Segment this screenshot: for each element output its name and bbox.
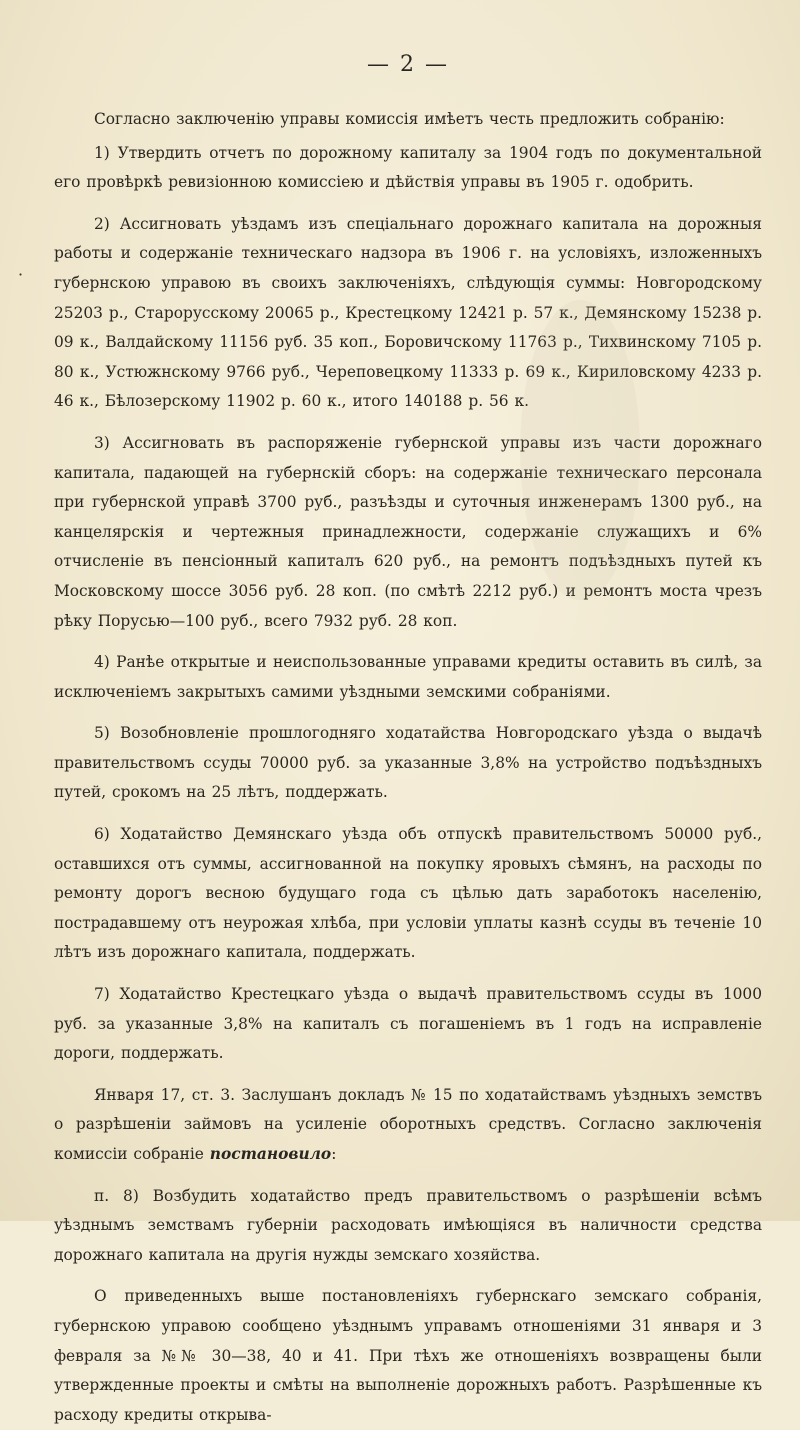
paragraph-4: 4) Ранѣе открытые и неиспользованные управами кредиты оставить въ силѣ, за исключеніемъ закрытыхъ самими уѣздными земскими собраніями. — [54, 653, 762, 701]
paragraph-8: п. 8) Возбудить ходатайство предъ правительствомъ о разрѣшеніи всѣмъ уѣзднымъ земствамъ губерніи расходовать имѣющіяся въ наличности средства дорожнаго капитала на другія нужды земскаго хозяйства. — [54, 1186, 762, 1264]
paragraph-5: 5) Возобновленіе прошлогодняго ходатайства Новгородскаго уѣзда о выдачѣ правительствомъ ссуды 70000 руб. за указанные 3,8% на устройство подъѣздныхъ путей, срокомъ на 25 лѣтъ, поддержать. — [54, 724, 762, 802]
paragraph-7: 7) Ходатайство Крестецкаго уѣзда о выдачѣ правительствомъ ссуды въ 1000 руб. за указанные 3,8% на капиталъ съ погашеніемъ въ 1 годъ на исправленіе дороги, поддержать. — [54, 985, 762, 1063]
paragraph-3: 3) Ассигновать въ распоряженіе губернской управы изъ части дорожнаго капитала, падающей на губернскій сборъ: на содержаніе техническаго персонала при губернской управѣ 3700 руб., разъѣзды и суточныя инженерамъ 1300 руб., на канцелярскія и чертежныя принадлежности, содержаніе служащихъ и 6% отчисленіе въ пенсіонный капиталъ 620 руб., на ремонтъ подъѣздныхъ путей къ Московскому шоссе 3056 руб. 28 коп. (по смѣтѣ 2212 руб.) и ремонтъ моста чрезъ рѣку Порусью—100 руб., всего 7932 руб. 28 коп. — [54, 433, 762, 630]
page-number: — 2 — — [367, 52, 449, 77]
paragraph-2: 2) Ассигновать уѣздамъ изъ спеціальнаго дорожнаго капитала на дорожныя работы и содержаніе техническаго надзора въ 1906 г. на условіяхъ, изложенныхъ губернскою управою въ своихъ заключеніяхъ, слѣдующія суммы: Новгородскому 25203 р., Старорусскому 20065 р., Крестецкому 12421 р. 57 к., Демянскому 15238 р. 09 к., Валдайскому 11156 руб. 35 коп., Боровичскому 11763 р., Тихвинскому 7105 р. 80 к., Устюжнскому 9766 руб., Череповецкому 11333 р. 69 к., Кириловскому 4233 р. 46 к., Бѣлозерскому 11902 р. 60 к., итого 140188 р. 56 к. — [54, 214, 762, 411]
resolution-colon: : — [331, 1145, 337, 1163]
paragraph-january-17 — [54, 1081, 762, 1170]
paragraph-1: 1) Утвердить отчетъ по дорожному капиталу за 1904 годъ по документальной его провѣркѣ ревизіонною комиссіею и дѣйствія управы въ 1905 г. одобрить. — [54, 143, 762, 192]
margin-mark: · — [18, 265, 24, 284]
resolution-word: постановило — [209, 1145, 332, 1163]
paragraph-final: О приведенныхъ выше постановленіяхъ губернскаго земскаго собранія, губернскою управою сообщено уѣзднымъ управамъ отношеніями 31 января и 3 февраля за №№ 30—38, 40 и 41. При тѣхъ же отношеніяхъ возвращены были утвержденные проекты и смѣты на выполненіе дорожныхъ работъ. Разрѣшенные къ расходу кредиты открыва- — [54, 1287, 762, 1424]
paragraph-january-17-text: Января 17, ст. 3. Заслушанъ докладъ № 15 по ходатайствамъ уѣздныхъ земствъ о разрѣшеніи займовъ на усиленіе оборотныхъ средствъ. Согласно заключенія комиссіи собраніе — [54, 1085, 762, 1163]
paragraph-6: 6) Ходатайство Демянскаго уѣзда объ отпускѣ правительствомъ 50000 руб., оставшихся отъ суммы, ассигнованной на покупку яровыхъ сѣмянъ, на расходы по ремонту дорогъ весною будущаго года съ цѣлью дать заработокъ населенію, пострадавшему отъ неурожая хлѣба, при условіи уплаты казнѣ ссуды въ теченіе 10 лѣтъ изъ дорожнаго капитала, поддержать. — [54, 825, 762, 962]
paragraph-intro: Согласно заключенію управы комиссія имѣетъ честь предложить собранію: — [94, 110, 725, 128]
